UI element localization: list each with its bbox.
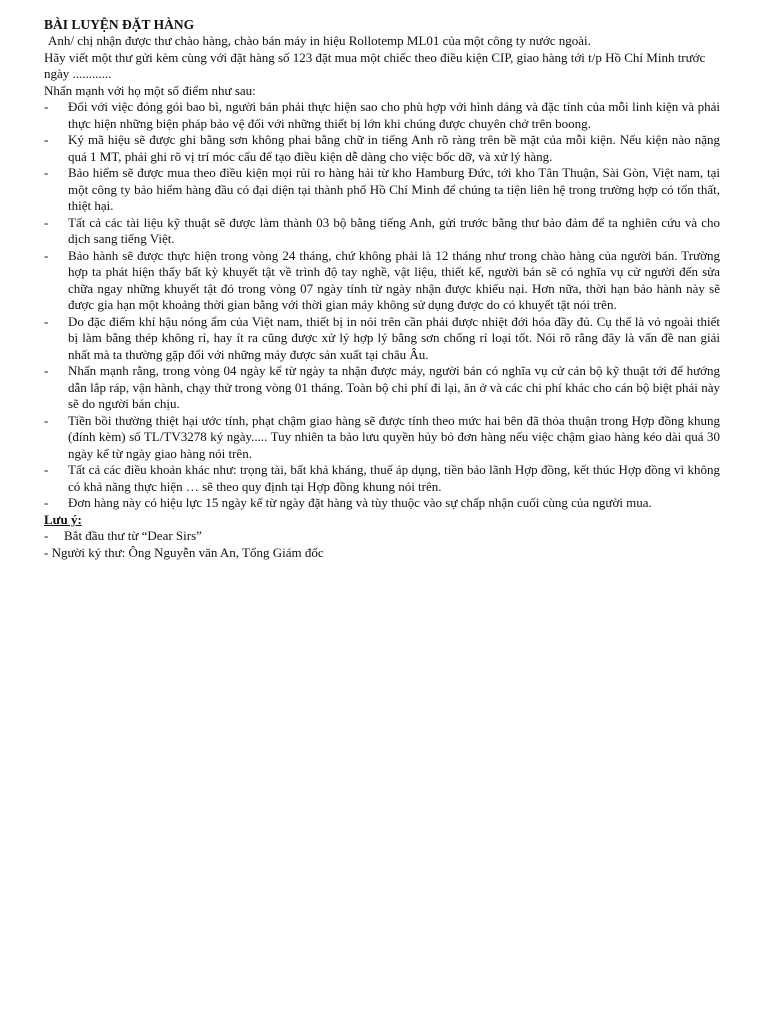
- list-item: [44, 165, 720, 215]
- bullet-dash: -: [44, 363, 49, 378]
- list-item-text: Bảo hiểm sẽ được mua theo điều kiện mọi rủi ro hàng hải từ kho Hamburg Đức, tới kho Tân Thuận, Sài Gòn, Việt nam, tại một công ty bảo hiểm hàng đầu có đại diện tại thành phố Hồ Chí Minh để chúng ta tiện liên hệ trong trường hợp có tổn thất, thiệt hại.: [68, 165, 720, 213]
- intro-paragraph-3: Nhấn mạnh với họ một số điểm như sau:: [44, 82, 256, 98]
- list-item: [44, 363, 720, 413]
- list-item: [44, 248, 720, 314]
- intro-paragraph-2: Hãy viết một thư gửi kèm cùng với đặt hàng số 123 đặt mua một chiếc theo điều kiện CIP, giao hàng tới t/p Hồ Chí Minh trước ngày ............: [44, 49, 706, 81]
- list-item: [44, 132, 720, 165]
- list-item-text: Tiền bồi thường thiệt hại ước tính, phạt chậm giao hàng sẽ được tính theo mức hai bên đã thỏa thuận trong Hợp đồng khung (đính kèm) số TL/TV3278 ký ngày..... Tuy nhiên ta bảo lưu quyền hủy bỏ đơn hàng nếu việc chậm giao hàng kéo dài quá 30 ngày kể từ ngày giao hàng nói trên.: [68, 412, 720, 461]
- bullet-dash: -: [44, 495, 49, 510]
- list-item-text: Tất cả các tài liệu kỹ thuật sẽ được làm thành 03 bộ bằng tiếng Anh, gửi trước bằng thư bảo đảm để ta nghiên cứu và cho dịch sang tiếng Việt.: [68, 214, 720, 246]
- requirements-list: [44, 99, 720, 512]
- list-item-text: Ký mã hiệu sẽ được ghi bằng sơn không phai bằng chữ in tiếng Anh rõ ràng trên bề mặt của mỗi kiện. Nếu kiện nào nặng quá 1 MT, phải ghi rõ vị trí móc cẩu để tạo điều kiện dễ dàng cho việc bốc dỡ, và xử lý hàng.: [68, 132, 720, 164]
- document-page: [44, 16, 720, 561]
- bullet-dash: -: [44, 165, 49, 180]
- list-item-text: Nhấn mạnh rằng, trong vòng 04 ngày kể từ ngày ta nhận được máy, người bán có nghĩa vụ cử cán bộ kỹ thuật tới để hướng dẫn lắp ráp, vận hành, chạy thử trong vòng 01 tháng. Toàn bộ chi phí đi lại, ăn ở và các chi phí khác cho cán bộ biệt phái này sẽ do người bán chịu.: [68, 363, 720, 411]
- bullet-dash: -: [44, 214, 49, 230]
- note-item-text: Bắt đầu thư từ “Dear Sirs”: [64, 528, 202, 543]
- bullet-dash: -: [44, 412, 49, 428]
- list-item-text: Tất cả các điều khoản khác như: trọng tài, bất khả kháng, thuế áp dụng, tiền bảo lãnh Hợp đồng, kết thúc Hợp đồng vì không có khả năng thực hiện … sẽ theo quy định tại Hợp đồng khung nói trên.: [68, 462, 720, 494]
- list-item-text: Đơn hàng này có hiệu lực 15 ngày kể từ ngày đặt hàng và tùy thuộc vào sự chấp nhận cuối cùng của người mua.: [68, 495, 652, 510]
- list-item: [44, 495, 720, 512]
- note-heading: Lưu ý:: [44, 511, 82, 527]
- list-item: [44, 99, 720, 132]
- intro-paragraph-1: Anh/ chị nhận được thư chào hàng, chào bán máy in hiệu Rollotemp ML01 của một công ty nước ngoài.: [48, 33, 591, 48]
- bullet-dash: -: [44, 462, 49, 477]
- list-item: [44, 462, 720, 495]
- list-item-text: Bảo hành sẽ được thực hiện trong vòng 24 tháng, chứ không phải là 12 tháng như trong chào hàng của người bán. Trường hợp ta phát hiện thấy bất kỳ khuyết tật về trình độ tay nghề, vật liệu, thiết kế, người bán sẽ có nghĩa vụ cử người đến sửa chữa ngay những khuyết tật đó trong vòng 07 ngày tính từ ngày nhận được khiếu nại. Hơn nữa, thời hạn bảo hành này sẽ được gia hạn một khoảng thời gian bằng với thời gian máy không sử dụng được do có khuyết tật nói trên.: [68, 247, 720, 312]
- list-item: [44, 215, 720, 248]
- list-item: [44, 413, 720, 463]
- bullet-dash: -: [44, 313, 49, 329]
- bullet-dash: -: [44, 132, 49, 147]
- bullet-dash: -: [44, 528, 49, 543]
- bullet-dash: -: [44, 99, 49, 114]
- list-item: [44, 314, 720, 364]
- bullet-dash: -: [44, 247, 49, 263]
- list-item-text: Do đặc điểm khí hậu nóng ẩm của Việt nam, thiết bị in nói trên cần phải được nhiệt đới hóa đầy đủ. Cụ thể là vỏ ngoài thiết bị làm bằng thép không rỉ, hay ít ra cũng được xử lý hợp lý bằng sơn chống rỉ loại tốt. Nói rõ rằng đây là vấn đề nan giải nhất mà ta thường gặp đối với những máy được sản xuất tại châu Âu.: [68, 313, 720, 362]
- list-item-text: Đối với việc đóng gói bao bì, người bán phải thực hiện sao cho phù hợp với hình dáng và đặc tính của mỗi linh kiện và phải thực hiện những biện pháp bảo vệ đối với những thiết bị lớn khi chúng được chuyên chở trên boong.: [68, 99, 720, 131]
- document-title: BÀI LUYỆN ĐẶT HÀNG: [44, 17, 195, 32]
- note-item-signer: - Người ký thư: Ông Nguyễn văn An, Tổng Giám đốc: [44, 544, 324, 560]
- note-item-greeting: [44, 528, 720, 545]
